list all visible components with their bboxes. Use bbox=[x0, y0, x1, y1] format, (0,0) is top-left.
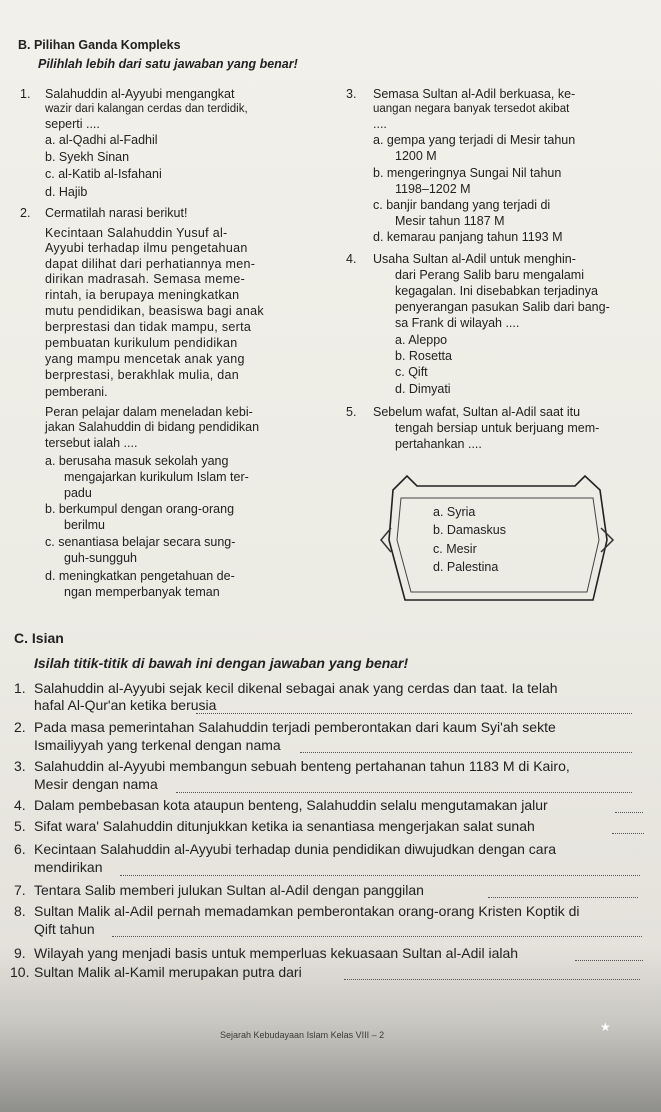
q4-option-c: c. Qift bbox=[395, 365, 428, 379]
q3-option-a-1: a. gempa yang terjadi di Mesir tahun bbox=[373, 133, 576, 147]
c3-number: 3. bbox=[14, 758, 26, 774]
c2-line1: Pada masa pemerintahan Salahuddin terjadi pemberontakan dari kaum Syi'ah sekte bbox=[34, 719, 556, 735]
c4-line1: Dalam pembebasan kota ataupun benteng, Salahuddin selalu mengutamakan jalur bbox=[34, 797, 548, 813]
q1-option-d: d. Hajib bbox=[45, 185, 88, 199]
c7-line1: Tentara Salib memberi julukan Sultan al-Adil dengan panggilan bbox=[34, 882, 424, 898]
q2-passage-11: pemberani. bbox=[45, 385, 108, 399]
q3-line3: .... bbox=[373, 117, 387, 131]
q4-line4: penyerangan pasukan Salib dari bang- bbox=[395, 300, 610, 314]
q1-option-c: c. al-Katib al-Isfahani bbox=[45, 167, 162, 181]
c6-answer-blank[interactable] bbox=[120, 865, 640, 876]
q3-number: 3. bbox=[346, 87, 357, 101]
q2-option-d-1: d. meningkatkan pengetahuan de- bbox=[45, 569, 235, 583]
q4-option-d: d. Dimyati bbox=[395, 382, 451, 396]
c6-line1: Kecintaan Salahuddin al-Ayyubi terhadap dunia pendidikan diwujudkan dengan cara bbox=[34, 841, 557, 857]
c7-answer-blank[interactable] bbox=[488, 887, 638, 898]
c8-answer-blank[interactable] bbox=[112, 926, 642, 937]
q2-question-1: Peran pelajar dalam meneladan kebi- bbox=[45, 405, 253, 419]
q3-line1: Semasa Sultan al-Adil berkuasa, ke- bbox=[373, 87, 576, 101]
c10-line1: Sultan Malik al-Kamil merupakan putra dari bbox=[34, 964, 302, 980]
q2-passage-7: berprestasi dan tidak mampu, serta bbox=[45, 320, 252, 334]
c8-line1: Sultan Malik al-Adil pernah memadamkan pemberontakan orang-orang Kristen Koptik di bbox=[34, 903, 580, 919]
c9-line1: Wilayah yang menjadi basis untuk memperluas kekuasaan Sultan al-Adil ialah bbox=[34, 945, 519, 961]
q2-question-2: jakan Salahuddin di bidang pendidikan bbox=[45, 420, 260, 434]
q1-option-a: a. al-Qadhi al-Fadhil bbox=[45, 133, 158, 147]
q1-line3: seperti .... bbox=[45, 117, 100, 131]
star-icon: ★ bbox=[600, 1020, 611, 1034]
q3-option-c-2: Mesir tahun 1187 M bbox=[395, 214, 505, 228]
section-c-title: C. Isian bbox=[14, 630, 64, 646]
c2-answer-blank[interactable] bbox=[300, 742, 632, 753]
q4-line5: sa Frank di wilayah .... bbox=[395, 316, 520, 330]
q3-option-b-1: b. mengeringnya Sungai Nil tahun bbox=[373, 166, 562, 180]
c10-answer-blank[interactable] bbox=[344, 969, 640, 980]
c8-number: 8. bbox=[14, 903, 26, 919]
c5-line1: Sifat wara' Salahuddin ditunjukkan ketika ia senantiasa mengerjakan salat sunah bbox=[34, 818, 535, 834]
c3-line2: Mesir dengan nama bbox=[34, 776, 158, 792]
q3-option-a-2: 1200 M bbox=[395, 149, 437, 163]
q2-option-d-2: ngan memperbanyak teman bbox=[64, 585, 220, 599]
c1-number: 1. bbox=[14, 680, 26, 696]
q2-prompt: Cermatilah narasi berikut! bbox=[45, 206, 188, 220]
c6-line2: mendirikan bbox=[34, 859, 103, 875]
q2-option-b-1: b. berkumpul dengan orang-orang bbox=[45, 502, 235, 516]
q5-line3: pertahankan .... bbox=[395, 437, 482, 451]
q1-option-b: b. Syekh Sinan bbox=[45, 150, 130, 164]
q2-passage-5: rintah, ia berupaya meningkatkan bbox=[45, 288, 240, 302]
q2-number: 2. bbox=[20, 206, 31, 220]
c1-line2: hafal Al-Qur'an ketika berusia bbox=[34, 697, 217, 713]
q4-option-b: b. Rosetta bbox=[395, 349, 452, 363]
c2-number: 2. bbox=[14, 719, 26, 735]
hexagon-frame bbox=[375, 468, 620, 618]
c4-answer-blank[interactable] bbox=[615, 802, 643, 813]
q2-option-c-1: c. senantiasa belajar secara sung- bbox=[45, 535, 236, 549]
q2-passage-10: berprestasi, berakhlak mulia, dan bbox=[45, 368, 240, 382]
q4-option-a: a. Aleppo bbox=[395, 333, 448, 347]
q5-option-c: c. Mesir bbox=[433, 542, 477, 556]
q2-option-b-2: berilmu bbox=[64, 518, 105, 532]
q5-option-d: d. Palestina bbox=[433, 560, 499, 574]
c1-answer-blank[interactable] bbox=[196, 703, 632, 714]
q5-option-a: a. Syria bbox=[433, 505, 476, 519]
c7-number: 7. bbox=[14, 882, 26, 898]
q1-line1: Salahuddin al-Ayyubi mengangkat bbox=[45, 87, 235, 101]
section-b-title: B. Pilihan Ganda Kompleks bbox=[18, 38, 181, 52]
q2-option-a-2: mengajarkan kurikulum Islam ter- bbox=[64, 470, 249, 484]
c1-line1: Salahuddin al-Ayyubi sejak kecil dikenal sebagai anak yang cerdas dan taat. Ia telah bbox=[34, 680, 558, 696]
c10-number: 10. bbox=[10, 964, 30, 980]
c8-line2: Qift tahun bbox=[34, 921, 95, 937]
c5-answer-blank[interactable] bbox=[612, 823, 644, 834]
c3-answer-blank[interactable] bbox=[176, 782, 632, 793]
c4-number: 4. bbox=[14, 797, 26, 813]
page-footer: Sejarah Kebudayaan Islam Kelas VIII – 2 bbox=[220, 1030, 385, 1040]
section-c-instruction: Isilah titik-titik di bawah ini dengan jawaban yang benar! bbox=[34, 655, 409, 671]
c5-number: 5. bbox=[14, 818, 26, 834]
q5-line1: Sebelum wafat, Sultan al-Adil saat itu bbox=[373, 405, 581, 419]
q5-number: 5. bbox=[346, 405, 357, 419]
q2-option-c-2: guh-sungguh bbox=[64, 551, 137, 565]
q4-number: 4. bbox=[346, 252, 357, 266]
q2-passage-3: dapat dilihat dari perhatiannya men- bbox=[45, 257, 256, 271]
q2-passage-1: Kecintaan Salahuddin Yusuf al- bbox=[45, 226, 228, 240]
q3-option-c-1: c. banjir bandang yang terjadi di bbox=[373, 198, 551, 212]
c9-answer-blank[interactable] bbox=[575, 950, 643, 961]
q2-passage-4: dirikan madrasah. Semasa meme- bbox=[45, 272, 246, 286]
q3-option-d: d. kemarau panjang tahun 1193 M bbox=[373, 230, 563, 244]
q1-number: 1. bbox=[20, 87, 31, 101]
c3-line1: Salahuddin al-Ayyubi membangun sebuah benteng pertahanan tahun 1183 M di Kairo, bbox=[34, 758, 570, 774]
q2-passage-9: yang mampu mencetak anak yang bbox=[45, 352, 245, 366]
section-b-instruction: Pilihlah lebih dari satu jawaban yang benar! bbox=[38, 57, 298, 71]
q2-passage-6: mutu pendidikan, beasiswa bagi anak bbox=[45, 304, 264, 318]
q1-line2: wazir dari kalangan cerdas dan terdidik, bbox=[45, 103, 248, 115]
q4-line3: kegagalan. Ini disebabkan terjadinya bbox=[395, 284, 598, 298]
q2-question-3: tersebut ialah .... bbox=[45, 436, 138, 450]
q4-line2: dari Perang Salib baru mengalami bbox=[395, 268, 584, 282]
q3-option-b-2: 1198–1202 M bbox=[395, 182, 471, 196]
q4-line1: Usaha Sultan al-Adil untuk menghin- bbox=[373, 252, 576, 266]
q2-option-a-1: a. berusaha masuk sekolah yang bbox=[45, 454, 229, 468]
q5-line2: tengah bersiap untuk berjuang mem- bbox=[395, 421, 600, 435]
c2-line2: Ismailiyyah yang terkenal dengan nama bbox=[34, 737, 281, 753]
q2-passage-8: pembuatan kurikulum pendidikan bbox=[45, 336, 238, 350]
q5-option-b: b. Damaskus bbox=[433, 523, 506, 537]
q2-option-a-3: padu bbox=[64, 486, 92, 500]
c9-number: 9. bbox=[14, 945, 26, 961]
q3-line2: uangan negara banyak tersedot akibat bbox=[373, 103, 570, 115]
q2-passage-2: Ayyubi terhadap ilmu pengetahuan bbox=[45, 241, 248, 255]
c6-number: 6. bbox=[14, 841, 26, 857]
